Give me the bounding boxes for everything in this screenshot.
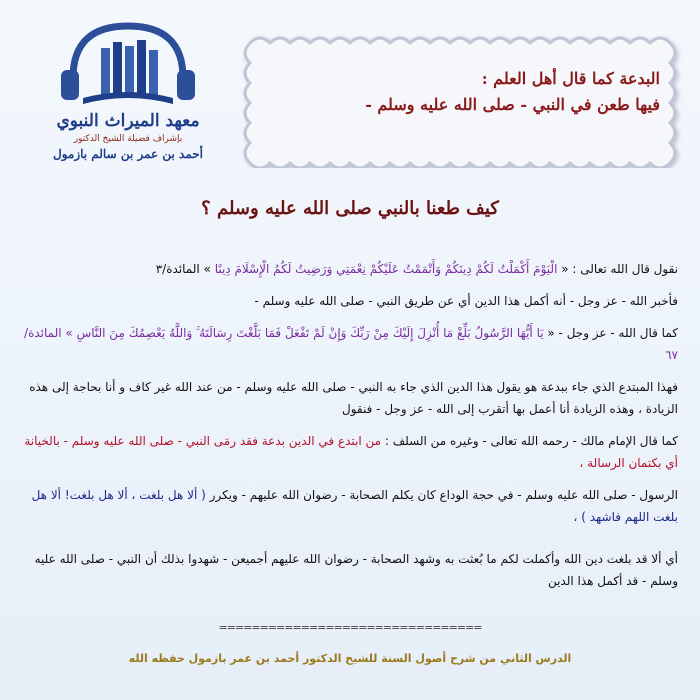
body-text [22,258,678,602]
footer-source: الدرس الثاني من شرح أصول السنة للشيخ الدكتور أحمد بن عمر بازمول حفظه الله [128,652,572,665]
paragraph-6-intro: الرسول - صلى الله عليه وسلم - في حجة الوداع كان يكلم الصحابة - رضوان الله عليهم - ويكرر [205,488,678,502]
paragraph-1-ref: » المائدة/٣ [155,262,211,276]
verse-maidah-67: يَا أَيُّهَا الرَّسُولُ بَلِّغْ مَا أُنْزِلَ إِلَيْكَ مِنْ رَبِّكَ وَإِنْ لَمْ تَفْعَلْ فَمَا بَلَّغْتَ رِسَالَتَهُ ۚ وَاللَّهُ يَعْصِمُكَ مِنَ النَّاسِ [72,326,548,340]
paragraph-3-intro: كما قال الله - عز وجل - « [547,326,678,340]
logo-title: معهد الميراث النبوي [56,111,200,131]
header-line-1: البدعة كما قال أهل العلم : [481,69,660,88]
paragraph-5 [22,430,678,474]
paragraph-3 [22,322,678,366]
header-line-2: فيها طعن في النبي - صلى الله عليه وسلم - [365,95,660,114]
separator-line: ================================ [218,621,482,634]
question-heading: كيف طعنا بالنبي صلى الله عليه وسلم ؟ [201,198,499,219]
paragraph-7: أي ألا قد بلغت دين الله وأكملت لكم ما بُعثت به وشهد الصحابة - رضوان الله عليهم أجميعن - شهدوا بذلك أن النبي - صلى الله عليه وسلم - قد أكمل هذا الدين [34,552,678,588]
header-box [230,28,690,168]
header-text [260,66,660,118]
paragraph-3-ref: » المائدة/٦٧ [24,326,678,362]
institute-logo [28,18,228,168]
paragraph-2: فأخبر الله - عز وجل - أنه أكمل هذا الدين أي عن طريق النبي - صلى الله عليه وسلم - [254,294,678,308]
paragraph-1-intro: نقول قال الله تعالى : « [561,262,678,276]
imam-malik-quote: من ابتدع في الدين بدعة فقد رمَى النبي - صلى الله عليه وسلم - بالخيانة أي بكتمان الرسالة ، [24,434,678,470]
logo-sheikh-name: أحمد بن عمر بن سالم بازمول [52,147,204,161]
paragraph-6 [22,484,678,528]
paragraph-4: فهذا المبتدع الذي جاء ببدعة هو يقول هذا الدين الذي جاء به النبي - صلى الله عليه وسلم - من عند الله غير كاف و أنا بحاجة إلى هذه الزيادة ، وهذه الزيادة أنا أعمل بها أتقرب إلى الله - عز وجل - فنقول [29,380,678,416]
verse-maidah-3: الْيَوْمَ أَكْمَلْتُ لَكُمْ دِينَكُمْ وَأَتْمَمْتُ عَلَيْكُمْ نِعْمَتِي وَرَضِيتُ لَكُمُ الْإِسْلَامَ دِينًا [210,262,562,276]
paragraph-1 [22,258,678,280]
logo-subtitle: بإشراف فضيلة الشيخ الدكتور [73,134,183,144]
paragraph-5-intro: كما قال الإمام مالك - رحمه الله تعالى - وغيره من السلف : [381,434,678,448]
farewell-quote: ( ألا هل بلغت ، ألا هل بلغت! ألا هل بلغت اللهم فاشهد ) ، [31,488,678,524]
headphones-books-icon [43,18,213,113]
